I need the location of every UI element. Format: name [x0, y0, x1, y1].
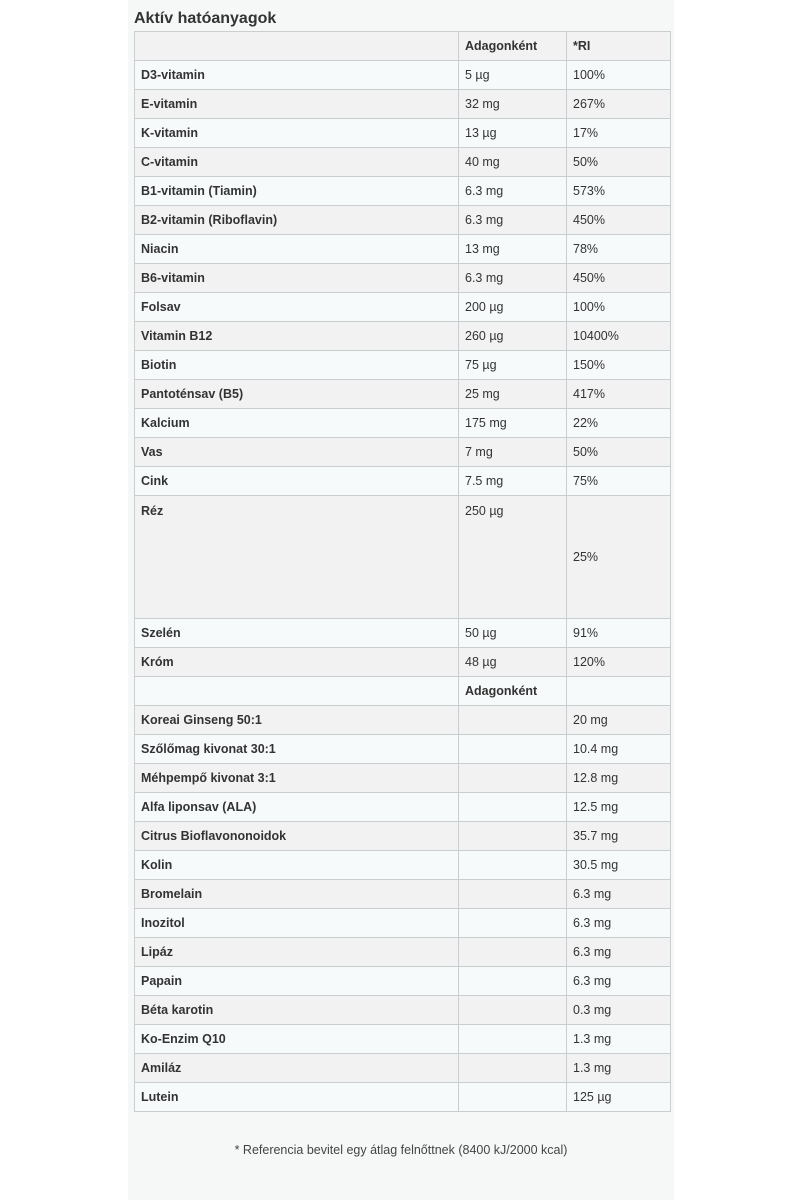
nutrient-ri: 17% — [567, 119, 671, 148]
nutrient-ri: 450% — [567, 264, 671, 293]
empty-cell — [459, 793, 567, 822]
table-row — [135, 177, 671, 206]
nutrient-ri: 22% — [567, 409, 671, 438]
nutrient-ri: 100% — [567, 61, 671, 90]
nutrient-name: Folsav — [135, 293, 459, 322]
nutrient-name: B6-vitamin — [135, 264, 459, 293]
extract-name: Béta karotin — [135, 996, 459, 1025]
header-per-serving-cell: Adagonként — [459, 677, 567, 706]
empty-cell — [459, 764, 567, 793]
extract-amount: 0.3 mg — [567, 996, 671, 1025]
table-row — [135, 648, 671, 677]
table-header-row — [135, 677, 671, 706]
nutrient-name: C-vitamin — [135, 148, 459, 177]
nutrient-amount: 7 mg — [459, 438, 567, 467]
nutrient-name: Biotin — [135, 351, 459, 380]
nutrient-ri: 573% — [567, 177, 671, 206]
extract-name: Kolin — [135, 851, 459, 880]
extract-name: Citrus Bioflavononoidok — [135, 822, 459, 851]
nutrient-ri: 267% — [567, 90, 671, 119]
extract-name: Szőlőmag kivonat 30:1 — [135, 735, 459, 764]
table-row — [135, 967, 671, 996]
extract-amount: 6.3 mg — [567, 967, 671, 996]
extract-amount: 1.3 mg — [567, 1054, 671, 1083]
nutrient-ri: 50% — [567, 148, 671, 177]
footnote: * Referencia bevitel egy átlag felnőttnek (8400 kJ/2000 kcal) — [234, 1143, 568, 1157]
empty-cell — [459, 1025, 567, 1054]
table-row — [135, 764, 671, 793]
nutrient-name: B1-vitamin (Tiamin) — [135, 177, 459, 206]
nutrient-amount: 7.5 mg — [459, 467, 567, 496]
header-ri-cell: *RI — [567, 32, 671, 61]
table-row — [135, 822, 671, 851]
nutrient-amount: 48 µg — [459, 648, 567, 677]
nutrient-amount: 50 µg — [459, 619, 567, 648]
nutrient-amount: 32 mg — [459, 90, 567, 119]
table-row — [135, 496, 671, 619]
table-row — [135, 380, 671, 409]
table-row — [135, 438, 671, 467]
nutrient-amount: 40 mg — [459, 148, 567, 177]
table-row — [135, 851, 671, 880]
table-row — [135, 909, 671, 938]
table-header-row — [135, 32, 671, 61]
nutrient-table — [134, 31, 671, 1112]
nutrient-ri: 50% — [567, 438, 671, 467]
nutrient-ri: 25% — [567, 496, 671, 619]
nutrient-amount: 13 µg — [459, 119, 567, 148]
table-row — [135, 619, 671, 648]
nutrient-ri: 150% — [567, 351, 671, 380]
empty-cell — [459, 1054, 567, 1083]
nutrient-name: K-vitamin — [135, 119, 459, 148]
nutrient-ri: 100% — [567, 293, 671, 322]
nutrient-name: Szelén — [135, 619, 459, 648]
nutrient-ri: 78% — [567, 235, 671, 264]
extract-name: Inozitol — [135, 909, 459, 938]
table-row — [135, 322, 671, 351]
extract-amount: 6.3 mg — [567, 880, 671, 909]
nutrient-name: Niacin — [135, 235, 459, 264]
table-row — [135, 938, 671, 967]
extract-amount: 30.5 mg — [567, 851, 671, 880]
table-row — [135, 996, 671, 1025]
extract-name: Ko-Enzim Q10 — [135, 1025, 459, 1054]
nutrient-ri: 417% — [567, 380, 671, 409]
extract-name: Bromelain — [135, 880, 459, 909]
nutrient-amount: 13 mg — [459, 235, 567, 264]
table-row — [135, 148, 671, 177]
nutrient-name: B2-vitamin (Riboflavin) — [135, 206, 459, 235]
nutrient-amount: 6.3 mg — [459, 177, 567, 206]
table-row — [135, 351, 671, 380]
nutrient-name: Vitamin B12 — [135, 322, 459, 351]
nutrient-name: Kalcium — [135, 409, 459, 438]
empty-cell — [459, 909, 567, 938]
nutrient-amount: 6.3 mg — [459, 206, 567, 235]
table-row — [135, 1054, 671, 1083]
nutrient-ri: 450% — [567, 206, 671, 235]
header-name-cell — [135, 32, 459, 61]
nutrient-amount: 5 µg — [459, 61, 567, 90]
table-row — [135, 467, 671, 496]
table-row — [135, 1025, 671, 1054]
table-row — [135, 293, 671, 322]
empty-cell — [459, 996, 567, 1025]
nutrient-table-body — [135, 32, 671, 1112]
table-row — [135, 206, 671, 235]
table-row — [135, 61, 671, 90]
table-row — [135, 264, 671, 293]
extract-name: Méhpempő kivonat 3:1 — [135, 764, 459, 793]
nutrient-amount: 25 mg — [459, 380, 567, 409]
table-row — [135, 706, 671, 735]
empty-cell — [459, 822, 567, 851]
table-row — [135, 235, 671, 264]
section-title: Aktív hatóanyagok — [134, 10, 277, 27]
table-row — [135, 793, 671, 822]
nutrient-ri: 91% — [567, 619, 671, 648]
nutrient-ri: 10400% — [567, 322, 671, 351]
extract-amount: 12.8 mg — [567, 764, 671, 793]
nutrient-amount: 75 µg — [459, 351, 567, 380]
nutrient-amount: 200 µg — [459, 293, 567, 322]
table-row — [135, 1083, 671, 1112]
empty-cell — [459, 938, 567, 967]
header-name-cell — [135, 677, 459, 706]
extract-name: Lipáz — [135, 938, 459, 967]
nutrient-amount: 260 µg — [459, 322, 567, 351]
extract-amount: 12.5 mg — [567, 793, 671, 822]
extract-name: Amiláz — [135, 1054, 459, 1083]
empty-cell — [459, 706, 567, 735]
extract-amount: 6.3 mg — [567, 909, 671, 938]
nutrient-amount: 175 mg — [459, 409, 567, 438]
header-per-serving-cell: Adagonként — [459, 32, 567, 61]
empty-cell — [459, 967, 567, 996]
page — [128, 0, 674, 1200]
header-ri-cell — [567, 677, 671, 706]
nutrient-name: Cink — [135, 467, 459, 496]
empty-cell — [459, 735, 567, 764]
nutrient-name: Pantoténsav (B5) — [135, 380, 459, 409]
nutrient-name: Réz — [135, 496, 459, 619]
table-row — [135, 880, 671, 909]
extract-amount: 125 µg — [567, 1083, 671, 1112]
table-row — [135, 409, 671, 438]
nutrient-name: Króm — [135, 648, 459, 677]
table-row — [135, 119, 671, 148]
extract-amount: 10.4 mg — [567, 735, 671, 764]
empty-cell — [459, 851, 567, 880]
nutrient-amount: 6.3 mg — [459, 264, 567, 293]
extract-name: Lutein — [135, 1083, 459, 1112]
table-row — [135, 735, 671, 764]
extract-name: Papain — [135, 967, 459, 996]
empty-cell — [459, 880, 567, 909]
extract-amount: 6.3 mg — [567, 938, 671, 967]
nutrient-ri: 120% — [567, 648, 671, 677]
extract-amount: 35.7 mg — [567, 822, 671, 851]
nutrient-ri: 75% — [567, 467, 671, 496]
extract-name: Koreai Ginseng 50:1 — [135, 706, 459, 735]
nutrient-name: E-vitamin — [135, 90, 459, 119]
nutrient-name: D3-vitamin — [135, 61, 459, 90]
table-row — [135, 90, 671, 119]
extract-amount: 20 mg — [567, 706, 671, 735]
empty-cell — [459, 1083, 567, 1112]
nutrient-name: Vas — [135, 438, 459, 467]
extract-amount: 1.3 mg — [567, 1025, 671, 1054]
nutrient-amount: 250 µg — [459, 496, 567, 619]
extract-name: Alfa liponsav (ALA) — [135, 793, 459, 822]
